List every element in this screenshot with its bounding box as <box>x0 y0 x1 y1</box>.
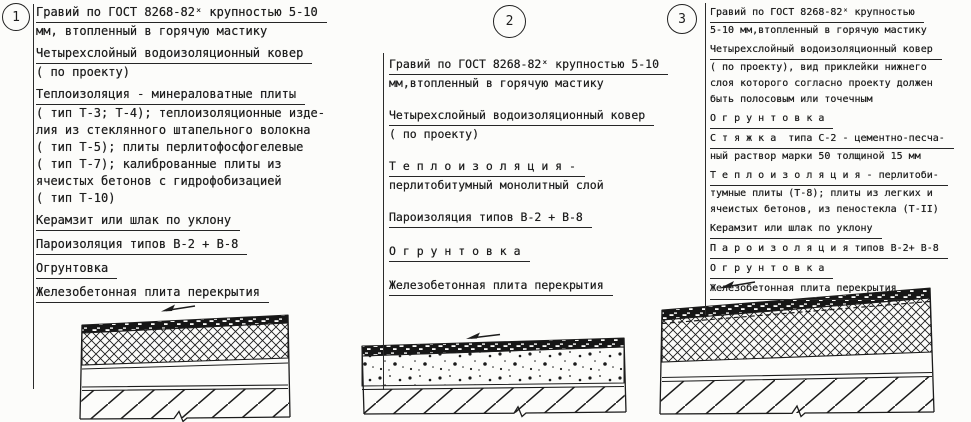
layer-label-line: ячеистых бетонов, из пеностекла (Т-II) <box>710 204 939 216</box>
layer-label-line: Огрунтовка <box>36 260 117 279</box>
layer-label-line: Керамзит или шлак по уклону <box>710 221 882 239</box>
layer-label-group <box>389 243 668 262</box>
detail-3-layer-labels <box>710 5 954 302</box>
layer-label-line: мм,втопленный в горячую мастику <box>389 76 604 90</box>
layer-label-line: ный раствор марки 50 толщиной 15 мм <box>710 151 921 163</box>
detail-2-leader-line <box>383 53 384 390</box>
layer-label-group <box>389 277 668 296</box>
detail-3-leader-line <box>705 3 706 315</box>
layer-label-line: Пароизоляция типов В-2 + В-8 <box>36 236 247 255</box>
layer-label-group <box>710 131 954 166</box>
layer-label-line: Гравий по ГОСТ 8268-82ˣ крупностью <box>710 5 924 23</box>
layer-label-line: Гравий по ГОСТ 8268-82ˣ крупностью 5-10 <box>389 56 668 75</box>
layer-label-group <box>710 241 954 259</box>
detail-2-number-circle: 2 <box>493 5 526 38</box>
layer-label-group <box>36 236 327 255</box>
layer-label-line: Четырехслойный водоизоляционный ковер <box>36 45 312 64</box>
layer-label-line: Керамзит или шлак по уклону <box>36 212 240 231</box>
layer-label-group <box>36 4 327 40</box>
layer-label-line: Т е п л о и з о л я ц и я - <box>389 158 585 177</box>
layer-label-line: ( по проекту), вид приклейки нижнего <box>710 61 927 73</box>
layer-label-group <box>389 209 668 228</box>
layer-label-line: ячеистых бетонов с гидрофобизацией <box>36 174 282 188</box>
layer-label-line: Железобетонная плита перекрытия <box>36 284 269 303</box>
layer-label-line: тумные плиты (Т-8); плиты из легких и <box>710 187 933 199</box>
layer-label-group <box>36 86 327 207</box>
layer-label-line: ( тип Т-3; Т-4); теплоизоляционные изде- <box>36 106 325 120</box>
layer-label-group <box>36 45 327 81</box>
layer-label-line: слоя которого согласно проекту должен <box>710 78 933 90</box>
layer-label-group <box>36 212 327 231</box>
detail-1-leader-line <box>33 4 34 389</box>
layer-label-line: Гравий по ГОСТ 8268-82ˣ крупностью 5-10 <box>36 4 327 23</box>
layer-label-group <box>36 284 327 303</box>
detail-1-layer-labels <box>36 4 327 308</box>
layer-label-group <box>389 56 668 92</box>
layer-label-line: П а р о и з о л я ц и я типов В-2+ В-8 <box>710 241 948 259</box>
layer-label-line: Железобетонная плита перекрытия <box>389 277 613 296</box>
layer-label-line: ( тип Т-7); калиброванные плиты из <box>36 157 282 171</box>
concrete-slab-layer <box>362 387 626 415</box>
layer-label-line: ( по проекту) <box>36 65 130 79</box>
detail-2-section-drawing <box>346 325 630 422</box>
layer-label-line: Четырехслойный водоизоляционный ковер <box>710 42 942 60</box>
layer-label-group <box>389 158 668 194</box>
layer-label-line: ( по проекту) <box>389 127 480 141</box>
layer-label-line: О г р у н т о в к а <box>710 111 833 129</box>
layer-label-line: Теплоизоляция - минераловатные плиты <box>36 86 305 105</box>
layer-label-group <box>710 221 954 239</box>
layer-label-line: С т я ж к а типа С-2 - цементно-песча- <box>710 131 954 149</box>
layer-label-group <box>710 5 954 40</box>
slope-arrow-icon <box>466 333 500 340</box>
layer-label-group <box>710 261 954 279</box>
layer-label-line: ( тип Т-10) <box>36 191 116 205</box>
detail-3-number-circle: 3 <box>667 4 697 34</box>
layer-label-line: О г р у н т о в к а <box>710 261 833 279</box>
layer-label-line: лия из стеклянного штапельного волокна <box>36 123 311 137</box>
layer-label-line: Пароизоляция типов В-2 + В-8 <box>389 209 592 228</box>
detail-2-layer-labels <box>389 56 668 311</box>
layer-label-group <box>389 107 668 143</box>
layer-label-group <box>710 281 954 299</box>
detail-1-section-drawing <box>78 300 296 422</box>
layer-label-line: Т е п л о и з о л я ц и я - перлитоби- <box>710 168 948 186</box>
layer-label-group <box>36 260 327 279</box>
layer-label-line: быть полосовым или точечным <box>710 94 873 106</box>
layer-label-line: перлитобитумный монолитный слой <box>389 178 604 192</box>
layer-label-group <box>710 42 954 109</box>
detail-1-number-circle: 1 <box>2 3 30 31</box>
layer-label-line: Четырехслойный водоизоляционный ковер <box>389 107 654 126</box>
layer-label-group <box>710 111 954 129</box>
concrete-slab-layer <box>80 389 290 420</box>
layer-label-line: мм, втопленный в горячую мастику <box>36 24 268 38</box>
concrete-slab-layer <box>660 377 934 415</box>
layer-label-line: ( тип Т-5); плиты перлитофосфогелевые <box>36 140 304 154</box>
layer-label-line: О г р у н т о в к а <box>389 243 530 262</box>
layer-label-group <box>710 168 954 219</box>
layer-label-line: Железобетонная плита перекрытия <box>710 281 906 299</box>
layer-label-line: 5-10 мм,втопленный в горячую мастику <box>710 25 927 37</box>
